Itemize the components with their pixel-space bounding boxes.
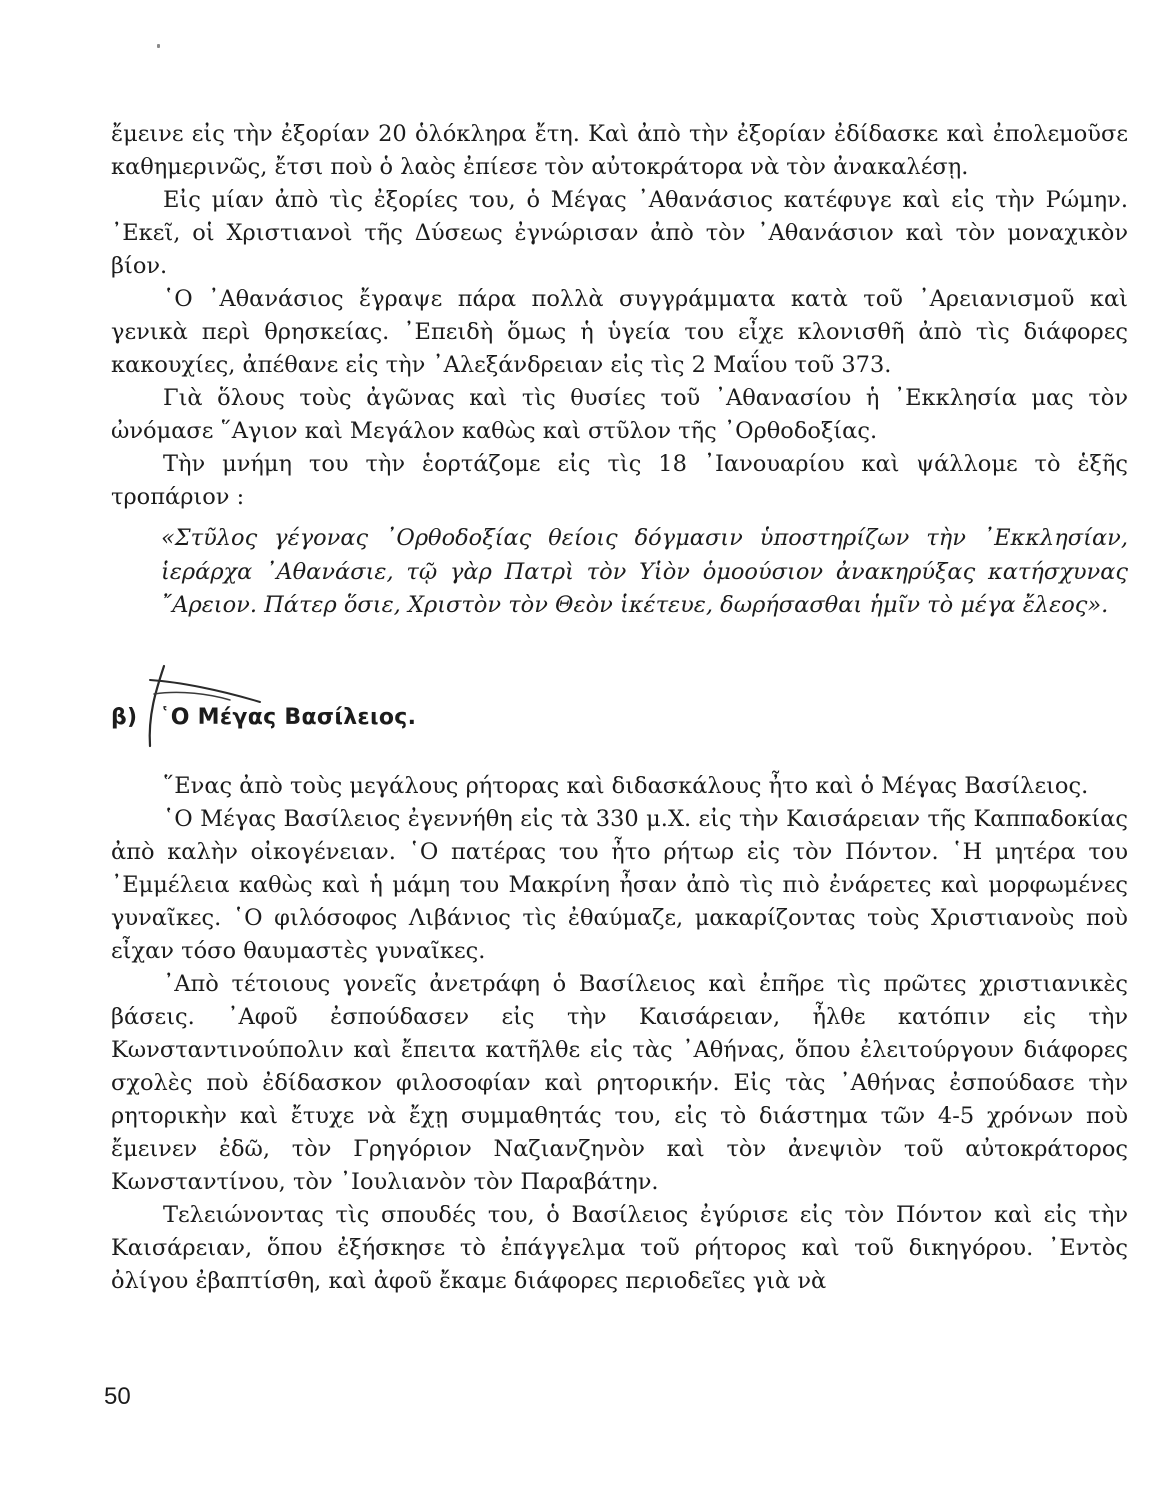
paragraph-rome: Εἰς μίαν ἀπὸ τὶς ἐξορίες του, ὁ Μέγας ᾿Αθανάσιος κατέφυγε καὶ εἰς τὴν Ρώμην. ᾿Εκεῖ, οἱ Χριστιανοὶ τῆς Δύσεως ἐγνώρισαν ἀπὸ τὸν ᾿Αθανάσιον καὶ τὸν μοναχικὸν βίον.	[111, 187, 1128, 279]
paragraph-education: ᾿Απὸ τέτοιους γονεῖς ἀνετράφη ὁ Βασίλειος καὶ ἐπῆρε τὶς πρῶτες χριστιανικὲς βάσεις. ᾿Αφοῦ ἐσπούδασεν εἰς τὴν Καισάρειαν, ἦλθε κατόπιν εἰς τὴν Κωνσταντινούπολιν καὶ ἔπειτα κατῆλθε εἰς τὰς ᾿Αθήνας, ὅπου ἐλειτούργουν διάφορες σχολὲς ποὺ ἐδίδασκον φιλοσοφίαν καὶ ρητορικήν. Εἰς τὰς ᾿Αθήνας ἐσπούδασε τὴν ρητορικὴν καὶ ἔτυχε νὰ ἔχῃ συμμαθητάς του, εἰς τὸ διάστημα τῶν 4-5 χρόνων ποὺ ἔμεινεν ἐδῶ, τὸν Γρηγόριον Ναζιανζηνὸν καὶ τὸν ἀνεψιὸν τοῦ αὐτοκράτορος Κωνσταντίνου, τὸν ᾿Ιουλιανὸν τὸν Παραβάτην.	[111, 971, 1128, 1195]
section-title: ῾Ο Μέγας Βασίλειος.	[159, 705, 417, 730]
paragraph-honours: Γιὰ ὅλους τοὺς ἀγῶνας καὶ τὶς θυσίες τοῦ ᾿Αθανασίου ἡ ᾿Εκκλησία μας τὸν ὠνόμασε ῞Αγιον καὶ Μεγάλον καθὼς καὶ στῦλον τῆς ᾿Ορθοδοξίας.	[111, 385, 1128, 444]
paragraph-writings: ῾Ο ᾿Αθανάσιος ἔγραψε πάρα πολλὰ συγγράμματα κατὰ τοῦ ᾿Αρειανισμοῦ καὶ γενικὰ περὶ θρησκείας. ᾿Επειδὴ ὅμως ἡ ὑγεία του εἶχε κλονισθῆ ἀπὸ τὶς διάφορες κακουχίες, ἀπέθανε εἰς τὴν ᾿Αλεξάνδρειαν εἰς τὶς 2 Μαΐου τοῦ 373.	[111, 286, 1128, 378]
troparion-hymn: «Στῦλος γέγονας ᾿Ορθοδοξίας θείοις δόγμασιν ὑποστηρίζων τὴν ᾿Εκκλησίαν, ἱεράρχα ᾿Αθανάσιε, τῷ γὰρ Πατρὶ τὸν Υἱὸν ὁμοούσιον ἀνακηρύξας κατήσχυνας ῎Αρειον. Πάτερ ὅσιε, Χριστὸν τὸν Θεὸν ἱκέτευε, δωρήσασθαι ἡμῖν τὸ μέγα ἔλεος».	[161, 525, 1128, 618]
section-a-text	[111, 118, 1128, 623]
page-number: 50	[104, 1383, 131, 1410]
paragraph-intro: ῞Ενας ἀπὸ τοὺς μεγάλους ρήτορας καὶ διδασκάλους ἦτο καὶ ὁ Μέγας Βασίλειος.	[163, 773, 1089, 799]
paragraph-exile: ἔμεινε εἰς τὴν ἐξορίαν 20 ὁλόκληρα ἔτη. Καὶ ἀπὸ τὴν ἐξορίαν ἐδίδασκε καὶ ἐπολεμοῦσε καθημερινῶς, ἔτσι ποὺ ὁ λαὸς ἐπίεσε τὸν αὐτοκράτορα νὰ τὸν ἀνακαλέσῃ.	[111, 121, 1128, 180]
section-heading	[111, 705, 416, 730]
section-number: β)	[111, 705, 138, 730]
scan-speck	[157, 44, 160, 48]
paragraph-feast: Τὴν μνήμη του τὴν ἑορτάζομε εἰς τὶς 18 ᾿Ιανουαρίου καὶ ψάλλομε τὸ ἑξῆς τροπάριον :	[111, 451, 1128, 510]
section-b-text	[111, 770, 1128, 1298]
paragraph-birth: ῾Ο Μέγας Βασίλειος ἐγεννήθη εἰς τὰ 330 μ.Χ. εἰς τὴν Καισάρειαν τῆς Καππαδοκίας ἀπὸ καλὴν οἰκογένειαν. ῾Ο πατέρας του ἦτο ρήτωρ εἰς τὸν Πόντον. ῾Η μητέρα του ᾿Εμμέλεια καθὼς καὶ ἡ μάμη του Μακρίνη ἦσαν ἀπὸ τὶς πιὸ ἐνάρετες καὶ μορφωμένες γυναῖκες. ῾Ο φιλόσοφος Λιβάνιος τὶς ἐθαύμαζε, μακαρίζοντας τοὺς Χριστιανοὺς ποὺ εἶχαν τόσο θαυμαστὲς γυναῖκες.	[111, 806, 1128, 964]
paragraph-career: Τελειώνοντας τὶς σπουδές του, ὁ Βασίλειος ἐγύρισε εἰς τὸν Πόντον καὶ εἰς τὴν Καισάρειαν, ὅπου ἐξήσκησε τὸ ἐπάγγελμα τοῦ ρήτορος καὶ τοῦ δικηγόρου. ᾿Εντὸς ὀλίγου ἐβαπτίσθη, καὶ ἀφοῦ ἔκαμε διάφορες περιοδεῖες γιὰ νὰ	[111, 1202, 1128, 1294]
